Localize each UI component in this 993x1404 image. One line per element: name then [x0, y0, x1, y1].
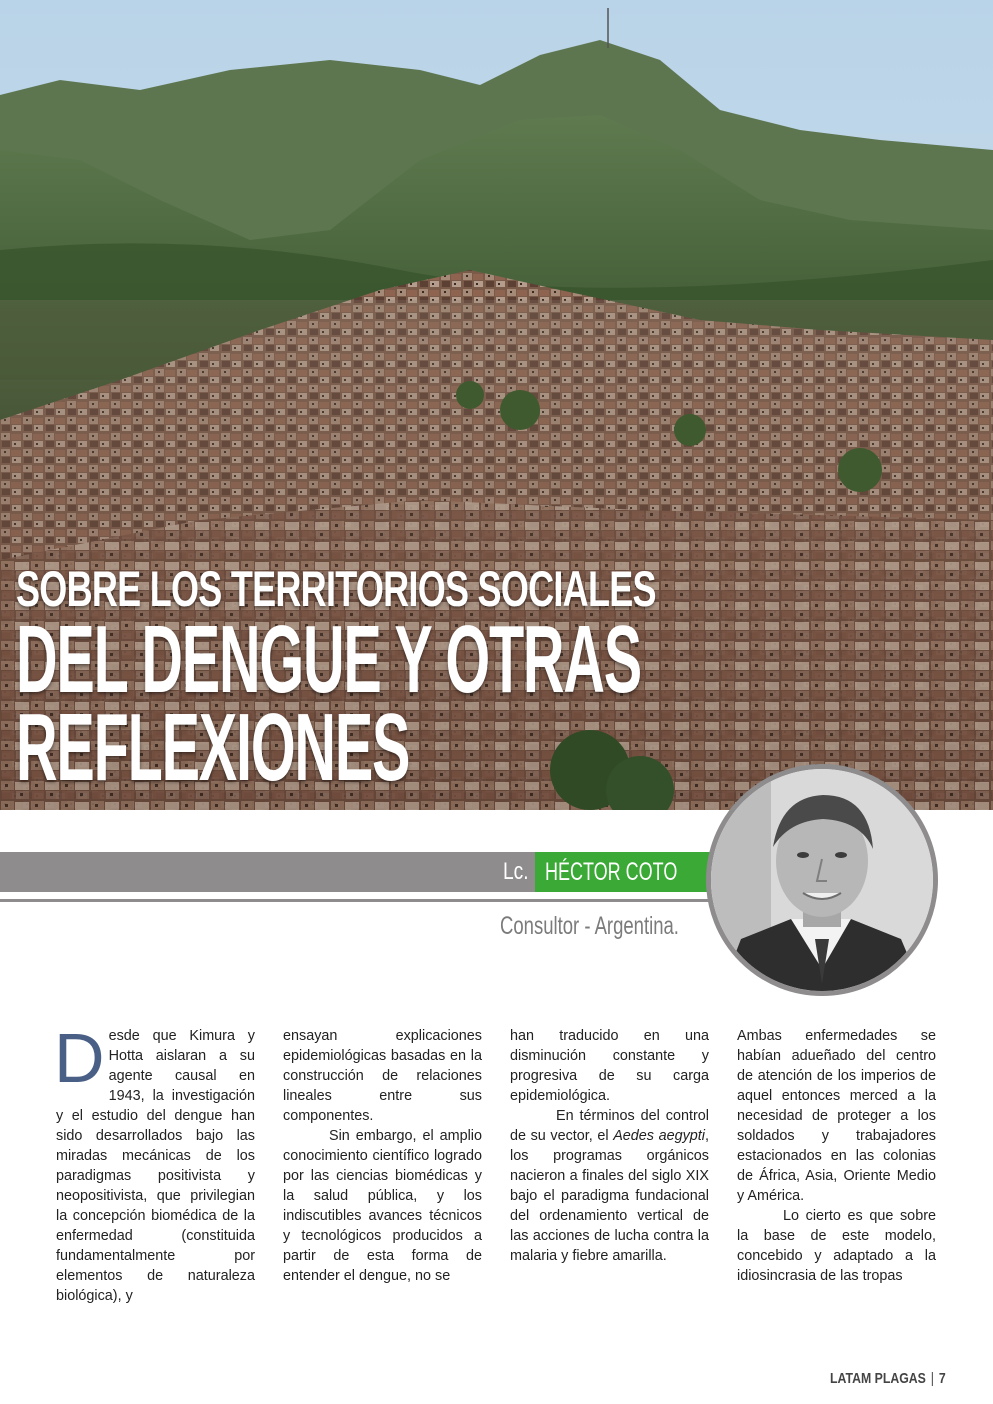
- col2-paragraph-1: ensayan explicaciones epidemiológicas basadas en la construcción de relaciones lineales entre sus componentes.: [283, 1028, 482, 1124]
- body-column-1: [54, 1019, 255, 1306]
- col3-paragraph-2-end: , los programas orgánicos nacieron a finales del siglo XIX bajo el paradigma fundacional del ordenamiento vertical de las acciones de lucha contra la malaria y fiebre amarilla.: [510, 1128, 709, 1264]
- body-column-4: [737, 1026, 936, 1286]
- title-line-2: DEL DENGUE Y OTRAS: [16, 606, 641, 713]
- magazine-name: LATAM PLAGAS: [830, 1370, 926, 1387]
- col3-paragraph-1: han traducido en una disminución constante y progresiva de su carga epidemiológica.: [510, 1028, 709, 1104]
- author-portrait: [706, 764, 938, 996]
- col4-paragraph-1: Ambas enfermedades se habían adueñado del centro de atención de los imperios de aquel entonces merced a la necesidad de proteger a los soldados y trabajadores estacionados en las colonias de África, Asia, Oriente Medio y América.: [737, 1028, 936, 1204]
- body-column-2: [283, 1026, 482, 1286]
- title-line-3: REFLEXIONES: [16, 694, 410, 801]
- author-bar-underline: [0, 899, 800, 902]
- species-name: Aedes aegypti: [613, 1128, 705, 1144]
- col3-paragraph-2-start: En términos del control de su vector, el: [510, 1108, 709, 1144]
- portrait-photo-illustration: [711, 769, 933, 991]
- author-role: Consultor - Argentina.: [500, 912, 679, 940]
- col1-paragraph-1: esde que Kimura y Hotta aislaran a su agente causal en 1943, la investigación y el estudio del dengue han sido desarrollados bajo las miradas mecánicas de los paradigmas positivista y neopositivista, que privilegian la concepción biomédica de la enfermedad (constituida fundamentalmente por elementos de naturaleza biológica), y: [56, 1028, 255, 1304]
- body-column-3: [510, 1026, 709, 1266]
- col4-paragraph-2: Lo cierto es que sobre la base de este modelo, concebido y adaptado a la idiosincrasia de las tropas: [737, 1208, 936, 1284]
- author-prefix: Lc.: [503, 858, 529, 885]
- page-number: 7: [938, 1370, 946, 1387]
- col2-paragraph-2: Sin embargo, el amplio conocimiento científico logrado por las ciencias biomédicas y la salud pública, y los indiscutibles avances técnicos y tecnológicos producidos a partir de esta forma de entender el dengue, no se: [283, 1128, 482, 1284]
- col3-paragraph-2: [510, 1106, 709, 1266]
- drop-cap: D: [54, 1019, 105, 1097]
- title-line-1: SOBRE LOS TERRITORIOS SOCIALES: [16, 561, 656, 617]
- page-footer: [830, 1370, 946, 1387]
- footer-separator: |: [930, 1370, 935, 1387]
- author-name: HÉCTOR COTO: [545, 858, 678, 886]
